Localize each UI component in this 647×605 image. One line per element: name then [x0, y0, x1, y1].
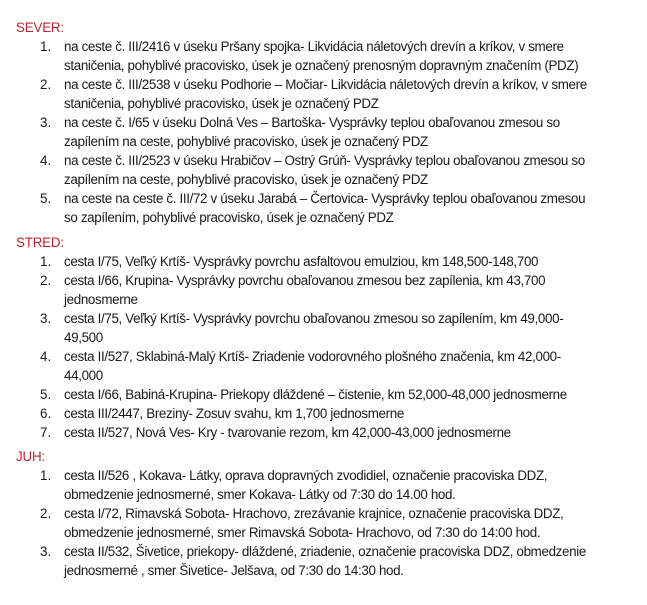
section-heading: SEVER:: [16, 20, 64, 35]
item-number: 3.: [40, 544, 52, 559]
item-text: cesta I/72, Rimavská Sobota- Hrachovo, zrezávanie krajnice, označenie pracoviska DDZ,: [64, 506, 564, 521]
item-text: jednosmerné , smer Šivetice- Jelšava, od 7:30 do 14:30 hod.: [64, 563, 404, 578]
item-text: cesta I/66, Babiná-Krupina- Priekopy dláždené – čistenie, km 52,000-48,000 jednosmerne: [64, 387, 567, 402]
item-number: 6.: [40, 406, 52, 421]
item-number: 1.: [40, 39, 52, 54]
item-number: 3.: [40, 311, 52, 326]
item-text: 49,500: [64, 330, 103, 345]
item-text: obmedzenie jednosmerné, smer Kokava- Látky od 7:30 do 14.00 hod.: [64, 487, 456, 502]
item-number: 1.: [40, 254, 52, 269]
item-text: zapílením na ceste, pohyblivé pracovisko, úsek je označený PDZ: [64, 172, 428, 187]
item-text: obmedzenie jednosmerné, smer Rimavská Sobota- Hrachovo, od 7:30 do 14:00 hod.: [64, 525, 541, 540]
item-text: cesta II/527, Nová Ves- Kry - tvarovanie rezom, km 42,000-43,000 jednosmerne: [64, 425, 511, 440]
item-number: 2.: [40, 506, 52, 521]
item-text: cesta II/527, Sklabiná-Malý Krtíš- Zriadenie vodorovného plošného značenia, km 42,000-: [64, 349, 561, 364]
item-text: na ceste č. III/2416 v úseku Pršany spojka- Likvidácia náletových drevín a kríkov, v smere: [64, 39, 564, 54]
item-text: cesta I/75, Veľký Krtíš- Vysprávky povrchu asfaltovou emulziou, km 148,500-148,700: [64, 254, 539, 269]
item-number: 4.: [40, 349, 52, 364]
item-text: na ceste č. III/2538 v úseku Podhorie – Močiar- Likvidácia náletových drevín a kríkov, v smere: [64, 77, 587, 92]
item-text: zapílením na ceste, pohyblivé pracovisko, úsek je označený PDZ: [64, 134, 428, 149]
item-text: cesta I/75, Veľký Krtíš- Vysprávky povrchu obaľovanou zmesou so zapílením, km 49,000-: [64, 311, 564, 326]
item-text: cesta III/2447, Breziny- Zosuv svahu, km 1,700 jednosmerne: [64, 406, 404, 421]
section-heading: STRED:: [16, 235, 64, 250]
item-text: cesta II/526 , Kokava- Látky, oprava dopravných zvodidiel, označenie pracoviska DDZ,: [64, 468, 548, 483]
item-text: 44,000: [64, 368, 103, 383]
item-text: staničenia, pohyblivé pracovisko, úsek je označený PDZ: [64, 96, 379, 111]
item-number: 2.: [40, 273, 52, 288]
item-text: cesta I/66, Krupina- Vysprávky povrchu obaľovanou zmesou bez zapílenia, km 43,700: [64, 273, 546, 288]
item-text: na ceste na ceste č. III/72 v úseku Jarabá – Čertovica- Vysprávky teplou obaľovanou zmesou: [64, 191, 586, 206]
item-number: 3.: [40, 115, 52, 130]
item-text: cesta II/532, Šivetice, priekopy- dláždené, zriadenie, označenie pracoviska DDZ, obmedzenie: [64, 544, 586, 559]
item-number: 7.: [40, 425, 52, 440]
item-text: jednosmerne: [64, 292, 138, 307]
item-text: staničenia, pohyblivé pracovisko, úsek je označený prenosným dopravným značením (PDZ): [64, 58, 579, 73]
item-number: 5.: [40, 387, 52, 402]
item-number: 1.: [40, 468, 52, 483]
item-number: 5.: [40, 191, 52, 206]
item-number: 2.: [40, 77, 52, 92]
item-number: 4.: [40, 153, 52, 168]
item-text: so zapílením, pohyblivé pracovisko, úsek je označený PDZ: [64, 210, 394, 225]
item-text: na ceste č. III/2523 v úseku Hrabičov – Ostrý Grúň- Vysprávky teplou obaľovanou zmesou so: [64, 153, 585, 168]
item-text: na ceste č. I/65 v úseku Dolná Ves – Bartoška- Vysprávky teplou obaľovanou zmesou so: [64, 115, 560, 130]
section-heading: JUH:: [16, 449, 45, 464]
